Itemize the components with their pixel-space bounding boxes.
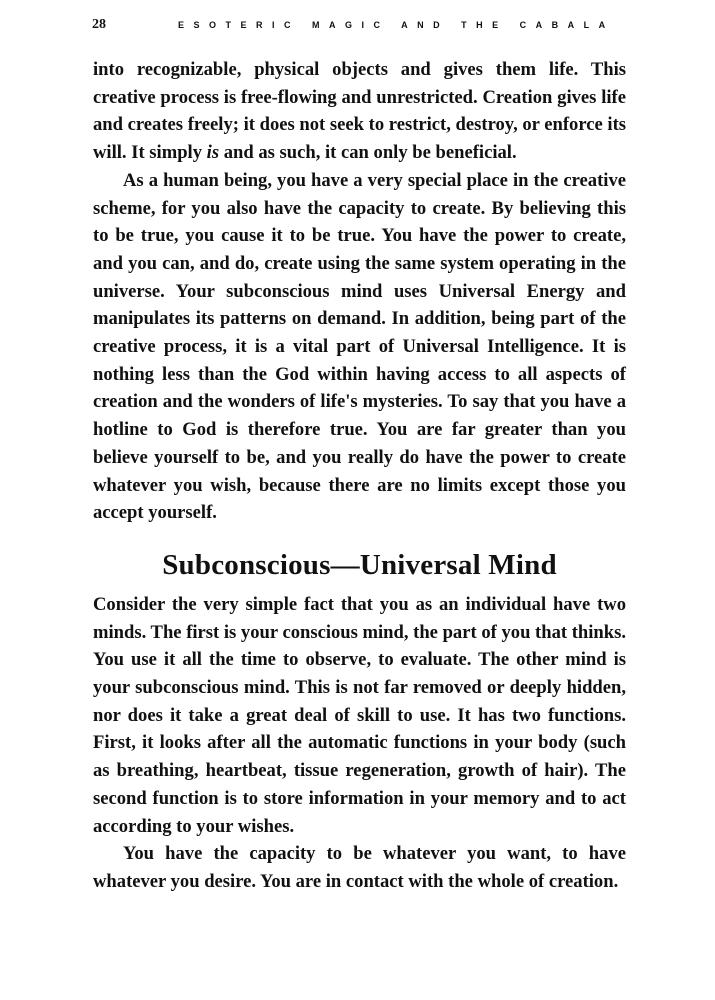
paragraph-2: As a human being, you have a very special place in the creative scheme, for you also have the capacity to create. By believing this to be true, you cause it to be true. You have the power to create, and you can, and do, create using the same system operating in the universe. Your subconscious mind uses Universal Energy and manipulates its patterns on demand. In addition, being part of the creative process, it is a vital part of Universal Intelligence. It is nothing less than the God within having access to all aspects of creation and the wonders of life's mysteries. To say that you have a hotline to God is therefore true. You are far greater than you believe yourself to be, and you really do have the power to create whatever you wish, because there are no limits except those you accept yourself. — [93, 169, 626, 524]
paragraph-1-text: into recognizable, physical objects and gives them life. This creative process is free-flowing and unrestricted. Creation gives life and creates freely; it does not seek to restrict, destroy, or enforce its will. It simply — [93, 59, 626, 164]
paragraph-4: You have the capacity to be whatever you want, to have whatever you desire. You are in contact with the whole of creation. — [93, 843, 626, 892]
section-heading: Subconscious—Universal Mind — [162, 548, 557, 581]
body-text — [93, 56, 626, 896]
paragraph-1-emphasis: is — [206, 142, 220, 164]
paragraph-1 — [93, 56, 626, 167]
paragraph-1-text-end: and as such, it can only be beneficial. — [219, 142, 517, 164]
paragraph-3: Consider the very simple fact that you as an individual have two minds. The first is your conscious mind, the part of you that thinks. You use it all the time to observe, to evaluate. The other mind is your subconscious mind. This is not far removed or deeply hidden, nor does it take a great deal of skill to use. It has two functions. First, it looks after all the automatic functions in your body (such as breathing, heartbeat, tissue regeneration, growth of hair). The second function is to store information in your memory and to act according to your wishes. — [93, 593, 626, 837]
running-head — [92, 14, 632, 36]
page-number: 28 — [92, 17, 106, 32]
running-title: ESOTERIC MAGIC AND THE CABALA — [178, 20, 615, 30]
